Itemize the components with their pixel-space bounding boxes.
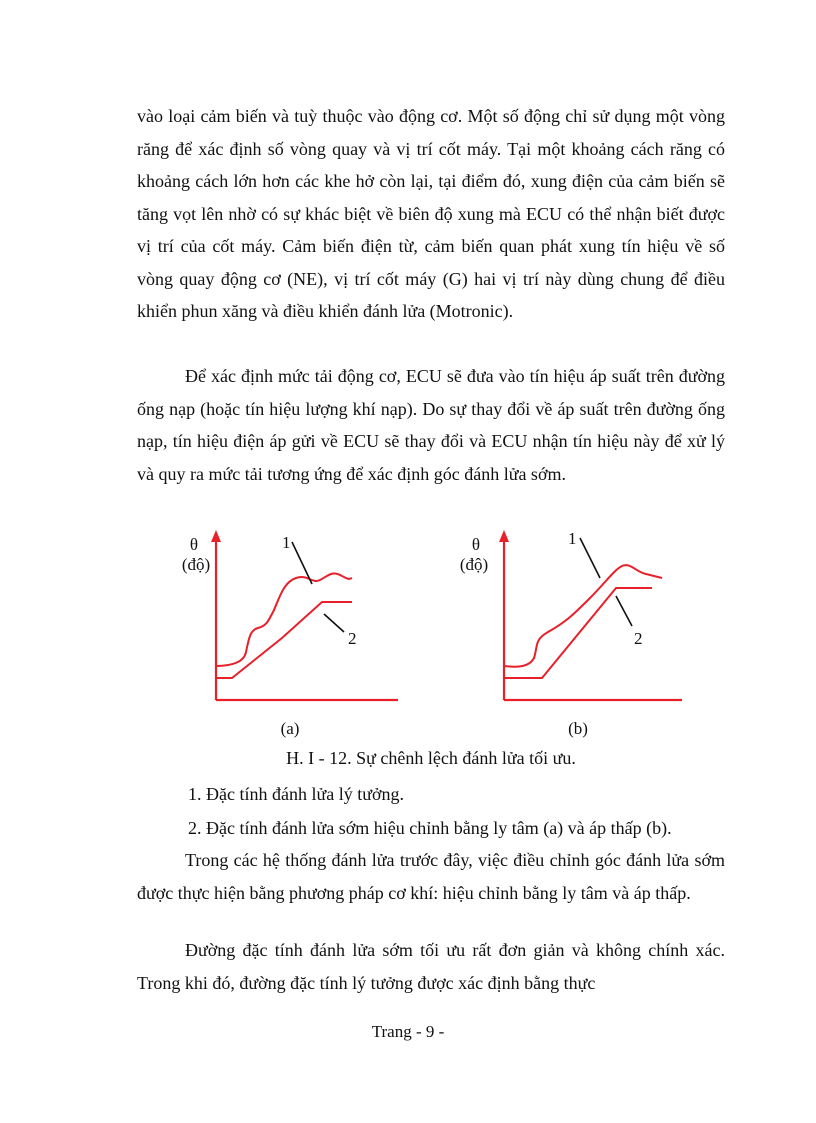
panel-b-unit: (độ) bbox=[459, 555, 489, 574]
panel-b-label-2: 2 bbox=[634, 629, 643, 648]
panel-b-leader-2 bbox=[616, 596, 632, 626]
panel-b-y-arrow bbox=[499, 530, 509, 542]
panel-b-curve-1 bbox=[504, 565, 662, 667]
panel-b bbox=[460, 529, 682, 738]
panel-a-curve-1 bbox=[216, 573, 352, 666]
panel-a-unit: (độ) bbox=[181, 555, 211, 574]
paragraph-1: vào loại cảm biến và tuỳ thuộc vào động cơ. Một số động chỉ sử dụng một vòng răng để xác định số vòng quay và vị trí cốt máy. Tại một khoảng cách răng có khoảng cách lớn hơn các khe hở còn lại, tại điểm đó, xung điện của cảm biến sẽ tăng vọt lên nhờ có sự khác biệt về biên độ xung mà ECU có thể nhận biết được vị trí của cốt máy. Cảm biến điện từ, cảm biến quan phát xung tín hiệu về số vòng quay động cơ (NE), vị trí cốt máy (G) hai vị trí này dùng chung để điều khiển phun xăng và điều khiển đánh lửa (Motronic). bbox=[137, 106, 725, 321]
panel-a-caption: (a) bbox=[280, 719, 300, 738]
paragraph-3: Trong các hệ thống đánh lửa trước đây, việc điều chỉnh góc đánh lửa sớm được thực hiện bằng phương pháp cơ khí: hiệu chỉnh bằng ly tâm và áp thấp. bbox=[137, 850, 725, 903]
page-footer: Trang - 9 - bbox=[371, 1022, 445, 1041]
panel-b-caption: (b) bbox=[568, 719, 588, 738]
panel-a-y-arrow bbox=[211, 530, 221, 542]
panel-a-curve-2 bbox=[216, 602, 352, 678]
figure-ignition-curves bbox=[170, 528, 690, 748]
legend-item-1: 1. Đặc tính đánh lửa lý tưởng. bbox=[188, 784, 404, 804]
figure-caption: H. I - 12. Sự chênh lệch đánh lửa tối ưu. bbox=[286, 748, 576, 768]
paragraph-2: Để xác định mức tải động cơ, ECU sẽ đưa vào tín hiệu áp suất trên đường ống nạp (hoặc tín hiệu lượng khí nạp). Do sự thay đổi về áp suất trên đường ống nạp, tín hiệu điện áp gửi về ECU sẽ thay đổi và ECU nhận tín hiệu này để xử lý và quy ra mức tải tương ứng để xác định góc đánh lửa sớm. bbox=[137, 366, 725, 484]
panel-b-leader-1 bbox=[580, 538, 600, 578]
legend-item-2: 2. Đặc tính đánh lửa sớm hiệu chỉnh bằng ly tâm (a) và áp thấp (b). bbox=[188, 818, 672, 838]
panel-a bbox=[182, 530, 398, 738]
panel-b-theta: θ bbox=[471, 535, 481, 554]
paragraph-4: Đường đặc tính đánh lửa sớm tối ưu rất đơn giản và không chính xác. Trong khi đó, đường đặc tính lý tưởng được xác định bằng thực bbox=[137, 940, 725, 993]
panel-b-label-1: 1 bbox=[568, 529, 577, 548]
panel-a-label-2: 2 bbox=[348, 629, 357, 648]
figure-svg bbox=[170, 528, 690, 748]
panel-a-theta: θ bbox=[189, 535, 199, 554]
panel-a-leader-2 bbox=[324, 614, 344, 632]
panel-a-label-1: 1 bbox=[282, 533, 291, 552]
